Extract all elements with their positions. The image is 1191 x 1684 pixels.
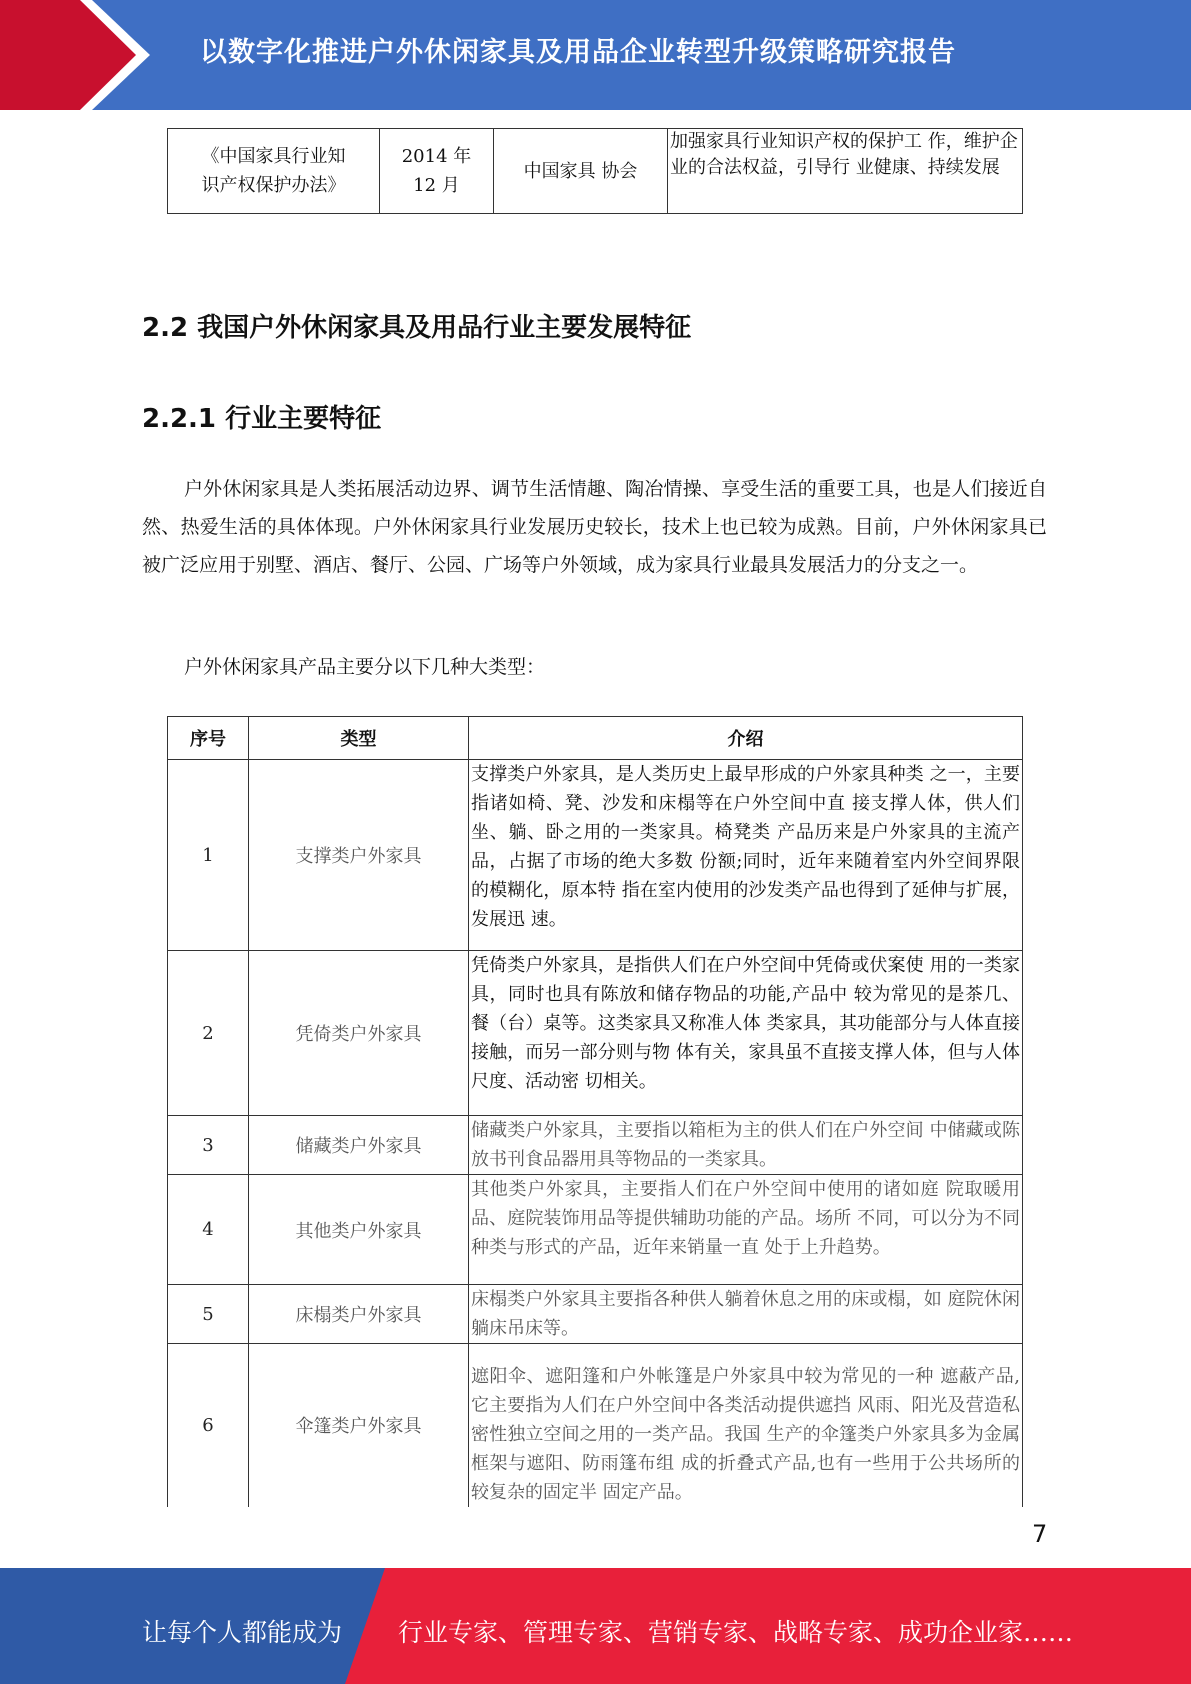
table-row: [168, 1344, 1023, 1507]
row-type: 储藏类户外家具: [249, 1116, 469, 1175]
policy-name-cell: [168, 129, 380, 214]
policy-date-line1: 2014 年: [401, 146, 472, 167]
section-heading: 2.2 我国户外休闲家具及用品行业主要发展特征: [142, 313, 692, 343]
row-type: 支撑类户外家具: [249, 760, 469, 951]
header-arrow-decoration: [0, 0, 160, 110]
footer-slogan-left: 让每个人都能成为: [142, 1618, 343, 1647]
policy-name-line2: 识产权保护办法》: [201, 175, 346, 196]
table-row: [168, 1116, 1023, 1175]
table-intro-text: 户外休闲家具产品主要分以下几种大类型：: [184, 656, 546, 678]
row-type: 伞篷类户外家具: [249, 1344, 469, 1507]
row-description: 遮阳伞、遮阳篷和户外帐篷是户外家具中较为常见的一种 遮蔽产品,它主要指为人们在户外空间中各类活动提供遮挡 风雨、阳光及营造私密性独立空间之用的一类产品。我国 生产的伞篷类户外家具多为金属框架与遮阳、防雨篷布组 成的折叠式产品,也有一些用于公共场所的较复杂的固定半 固定产品。: [469, 1344, 1023, 1507]
policy-date-line2: 12 月: [413, 175, 460, 196]
row-number: 6: [168, 1344, 249, 1507]
subsection-heading: 2.2.1 行业主要特征: [142, 404, 382, 434]
row-number: 2: [168, 951, 249, 1116]
row-number: 4: [168, 1175, 249, 1285]
header-type: 类型: [249, 717, 469, 760]
table-row: [168, 1175, 1023, 1285]
row-description: 储藏类户外家具，主要指以箱柜为主的供人们在户外空间 中储藏或陈放书刊食品器用具等物品的一类家具。: [469, 1116, 1023, 1175]
report-title: 以数字化推进户外休闲家具及用品企业转型升级策略研究报告: [200, 37, 956, 68]
row-type: 床榻类户外家具: [249, 1285, 469, 1344]
row-number: 1: [168, 760, 249, 951]
row-number: 5: [168, 1285, 249, 1344]
policy-name-line1: 《中国家具行业知: [201, 146, 346, 167]
row-description: 床榻类户外家具主要指各种供人躺着休息之用的床或榻，如 庭院休闲躺床吊床等。: [469, 1285, 1023, 1344]
row-number: 3: [168, 1116, 249, 1175]
row-type: 其他类户外家具: [249, 1175, 469, 1285]
policy-issuer-cell: 中国家具 协会: [494, 129, 668, 214]
page-number: 7: [1032, 1520, 1048, 1548]
body-paragraph: 户外休闲家具是人类拓展活动边界、调节生活情趣、陶冶情操、享受生活的重要工具，也是人们接近自然、热爱生活的具体体现。户外休闲家具行业发展历史较长，技术上也已较为成熟。目前，户外休闲家具已被广泛应用于别墅、酒店、餐厅、公园、广场等户外领域，成为家具行业最具发展活力的分支之一。: [142, 478, 1047, 576]
row-description: 其他类户外家具，主要指人们在户外空间中使用的诸如庭 院取暖用品、庭院装饰用品等提供辅助功能的产品。场所 不同，可以分为不同种类与形式的产品，近年来销量一直 处于上升趋势。: [469, 1175, 1023, 1285]
header-no: 序号: [168, 717, 249, 760]
table-row: [168, 760, 1023, 951]
row-description: 支撑类户外家具，是人类历史上最早形成的户外家具种类 之一，主要指诸如椅、凳、沙发和床榻等在户外空间中直 接支撑人体，供人们坐、躺、卧之用的一类家具。椅凳类 产品历来是户外家具的主流产品，占据了市场的绝大多数 份额;同时，近年来随着室内外空间界限的模糊化，原本特 指在室内使用的沙发类产品也得到了延伸与扩展，发展迅 速。: [469, 760, 1023, 951]
row-description: 凭倚类户外家具，是指供人们在户外空间中凭倚或伏案使 用的一类家具，同时也具有陈放和储存物品的功能,产品中 较为常见的是茶几、餐（台）桌等。这类家具又称准人体 类家具，其功能部分与人体直接接触，而另一部分则与物 体有关，家具虽不直接支撑人体，但与人体尺度、活动密 切相关。: [469, 951, 1023, 1116]
header-desc: 介绍: [469, 717, 1023, 760]
row-type: 凭倚类户外家具: [249, 951, 469, 1116]
table-row: [168, 129, 1023, 214]
policy-date-cell: [380, 129, 494, 214]
policy-table: [167, 128, 1023, 214]
policy-content-cell: 加强家具行业知识产权的保护工 作，维护企业的合法权益，引导行 业健康、持续发展: [668, 129, 1023, 214]
table-row: [168, 951, 1023, 1116]
footer-slogan-right: 行业专家、管理专家、营销专家、战略专家、成功企业家……: [398, 1618, 1074, 1647]
product-types-table: [167, 716, 1023, 1507]
table-row: [168, 1285, 1023, 1344]
table-header-row: [168, 717, 1023, 760]
